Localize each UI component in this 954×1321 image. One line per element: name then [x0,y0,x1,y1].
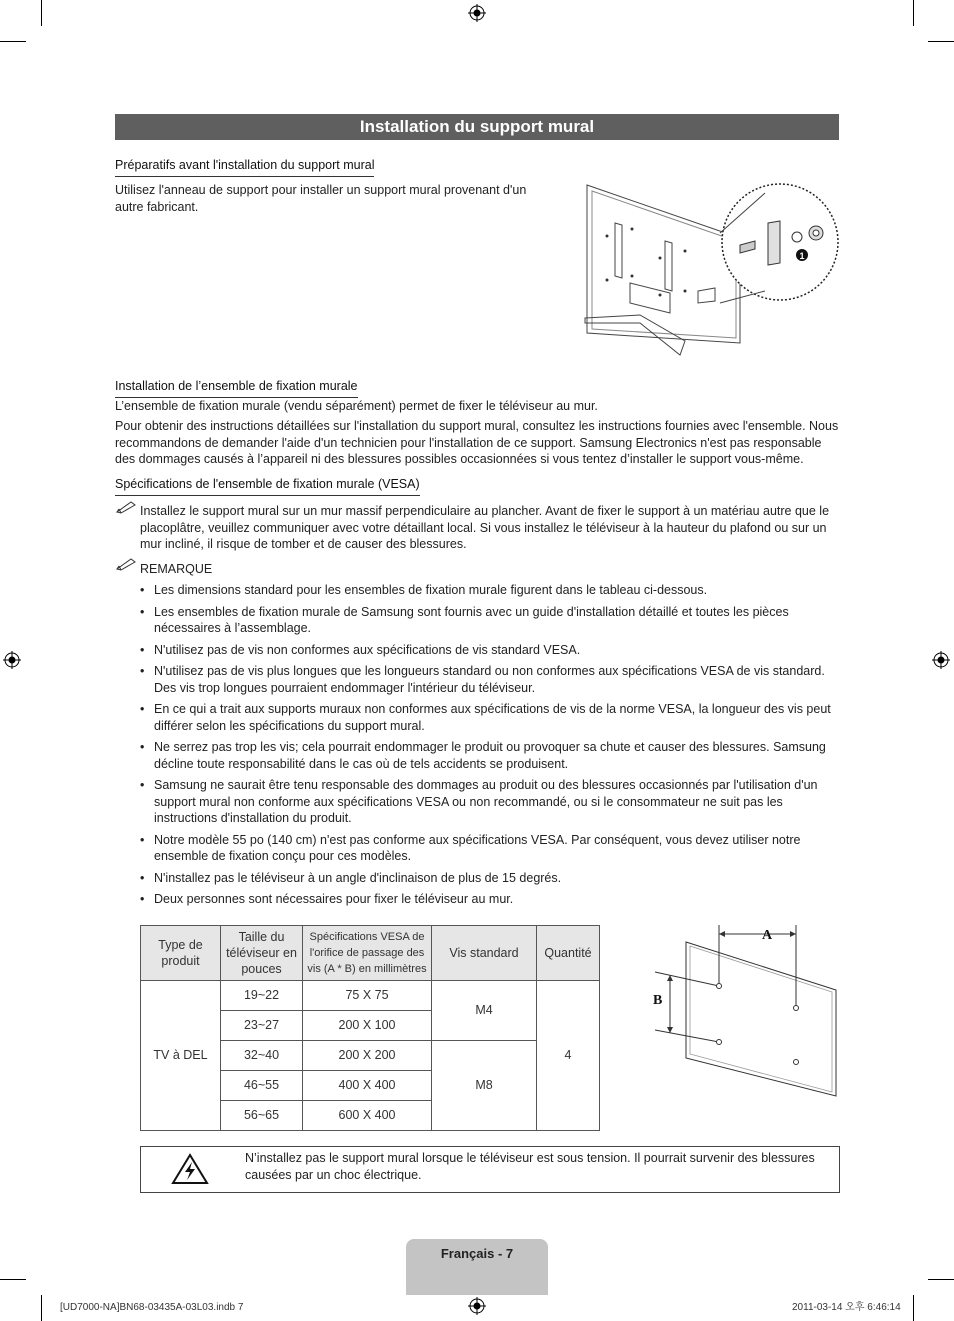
screw-cell: M8 [432,1041,537,1131]
dimension-label-b: B [653,993,663,1008]
table-header: Vis standard [432,926,537,981]
registration-mark-icon [468,1297,486,1315]
list-item: • Deux personnes sont nécessaires pour fixer le téléviseur au mur. [140,891,840,908]
bracket-hole [631,228,634,231]
vesa-cell: 75 X 75 [303,981,432,1011]
table-header: Quantité [537,926,600,981]
table-row [141,981,600,1011]
pencil-note-icon [115,557,137,571]
list-item: • En ce qui a trait aux supports muraux non conformes aux spécifications de vis de la norme VESA, la longueur des vis peut différer selon les spécifications du support mural. [140,701,840,734]
bracket-hole [684,290,687,293]
crop-mark [0,1279,26,1280]
mounting-hole [717,1040,722,1045]
screw-cell: M4 [432,981,537,1041]
remark-label: REMARQUE [140,562,213,576]
vesa-cell: 600 X 400 [303,1101,432,1131]
dimension-label-a: A [762,928,773,943]
quantity-cell: 4 [537,981,600,1131]
crop-mark [928,41,954,42]
tv-back-bracket-illustration [580,183,842,358]
crop-mark [913,0,914,26]
bracket-hole [659,294,662,297]
bracket-hole [631,275,634,278]
size-cell: 19~22 [221,981,303,1011]
warning-text: N’installez pas le support mural lorsque le téléviseur est sous tension. Il pourrait survenir des blessures causées par un choc électrique. [245,1151,815,1182]
crop-mark [913,1295,914,1321]
vesa-cell: 200 X 100 [303,1011,432,1041]
section-heading-installation: Installation de l’ensemble de fixation murale [115,378,358,398]
installation-paragraph-1: L’ensemble de fixation murale (vendu séparément) permet de fixer le téléviseur au mur. [115,399,598,413]
list-item: • N'installez pas le téléviseur à un angle d'inclinaison de plus de 15 degrés. [140,870,840,887]
table-header: Spécifications VESA de l'orifice de passage des vis (A * B) en millimètres [303,926,432,981]
table-header: Taille du téléviseur en pouces [221,926,303,981]
list-item: • Notre modèle 55 po (140 cm) n'est pas conforme aux spécifications VESA. Par conséquent, vous devez utiliser notre ensemble de fixation conçu pour ces modèles. [140,832,840,865]
vesa-dimension-diagram [650,920,842,1102]
bracket-hole [606,279,609,282]
registration-mark-icon [3,651,21,669]
section-heading-vesa: Spécifications de l'ensemble de fixation murale (VESA) [115,476,420,496]
list-item: • N'utilisez pas de vis plus longues que les longueurs standard ou non conformes aux spécifications VESA de vis standard. Des vis trop longues pourraient endommager l'intérieur du téléviseur. [140,663,840,696]
preparation-text: Utilisez l'anneau de support pour installer un support mural provenant d'un autre fabricant. [115,183,527,214]
file-info: [UD7000-NA]BN68-03435A-03L03.indb 7 [60,1302,244,1313]
vesa-spec-table [140,925,600,1131]
list-item: • Samsung ne saurait être tenu responsable des dommages au produit ou des blessures occasionnés par l'utilisation d'un support mural non conforme aux spécifications VESA ou non recommandé, ou si le consommateur ne suit pas les instructions d'installation du produit. [140,777,840,827]
list-item: • Les dimensions standard pour les ensembles de fixation murale figurent dans le tableau ci-dessous. [140,582,840,599]
table-header: Type de produit [141,926,221,981]
print-timestamp: 2011-03-14 오후 6:46:14 [792,1302,901,1313]
pencil-note-icon [115,500,137,514]
size-cell: 32~40 [221,1041,303,1071]
list-item: • N'utilisez pas de vis non conformes aux spécifications de vis standard VESA. [140,642,840,659]
bracket-hole [684,250,687,253]
vesa-cell: 400 X 400 [303,1071,432,1101]
crop-mark [0,41,26,42]
size-cell: 56~65 [221,1101,303,1131]
registration-mark-icon [468,4,486,22]
mounting-hole [794,1060,799,1065]
vesa-cell: 200 X 200 [303,1041,432,1071]
page-number-tab: Français - 7 [406,1239,548,1295]
bracket-hole [606,235,609,238]
size-cell: 23~27 [221,1011,303,1041]
mounting-hole [794,1006,799,1011]
product-type-cell: TV à DEL [141,981,221,1131]
crop-mark [41,1295,42,1321]
size-cell: 46~55 [221,1071,303,1101]
crop-mark [928,1279,954,1280]
vesa-note: Installez le support mural sur un mur massif perpendiculaire au plancher. Avant de fixer le support à un matériau autre que le placoplâtre, veuillez communiquer avec votre détaillant local. Si vous installez le téléviseur à la hauteur du plafond ou sur un mur incliné, il risque de tomber et de causer des blessures. [140,504,830,551]
section-heading-preparation: Préparatifs avant l'installation du support mural [115,157,374,177]
crop-mark [41,0,42,26]
registration-mark-icon [932,651,950,669]
callout-number-1-label: 1 [799,251,805,261]
page-title: Installation du support mural [115,114,839,140]
warning-box [140,1146,840,1193]
bracket-hole [659,257,662,260]
electric-shock-warning-icon [171,1153,209,1185]
list-item: • Ne serrez pas trop les vis; cela pourrait endommager le produit ou provoquer sa chute et causer des blessures. Samsung décline toute responsabilité dans le cas où de tels accidents se produisent. [140,739,840,772]
remark-list [140,582,840,913]
mounting-hole [717,984,722,989]
list-item: • Les ensembles de fixation murale de Samsung sont fournis avec un guide d'installation détaillé et toutes les pièces nécessaires à l’assemblage. [140,604,840,637]
installation-paragraph-2: Pour obtenir des instructions détaillées sur l'installation du support mural, consultez les instructions fournies avec l'ensemble. Nous recommandons de demander l'aide d'un technicien pour l'installation de ce support. Samsung Electronics n'est pas responsable des dommages causés à l’appareil ni des blessures possibles occasionnées si vous tentez d’installer le support vous-même. [115,419,839,466]
